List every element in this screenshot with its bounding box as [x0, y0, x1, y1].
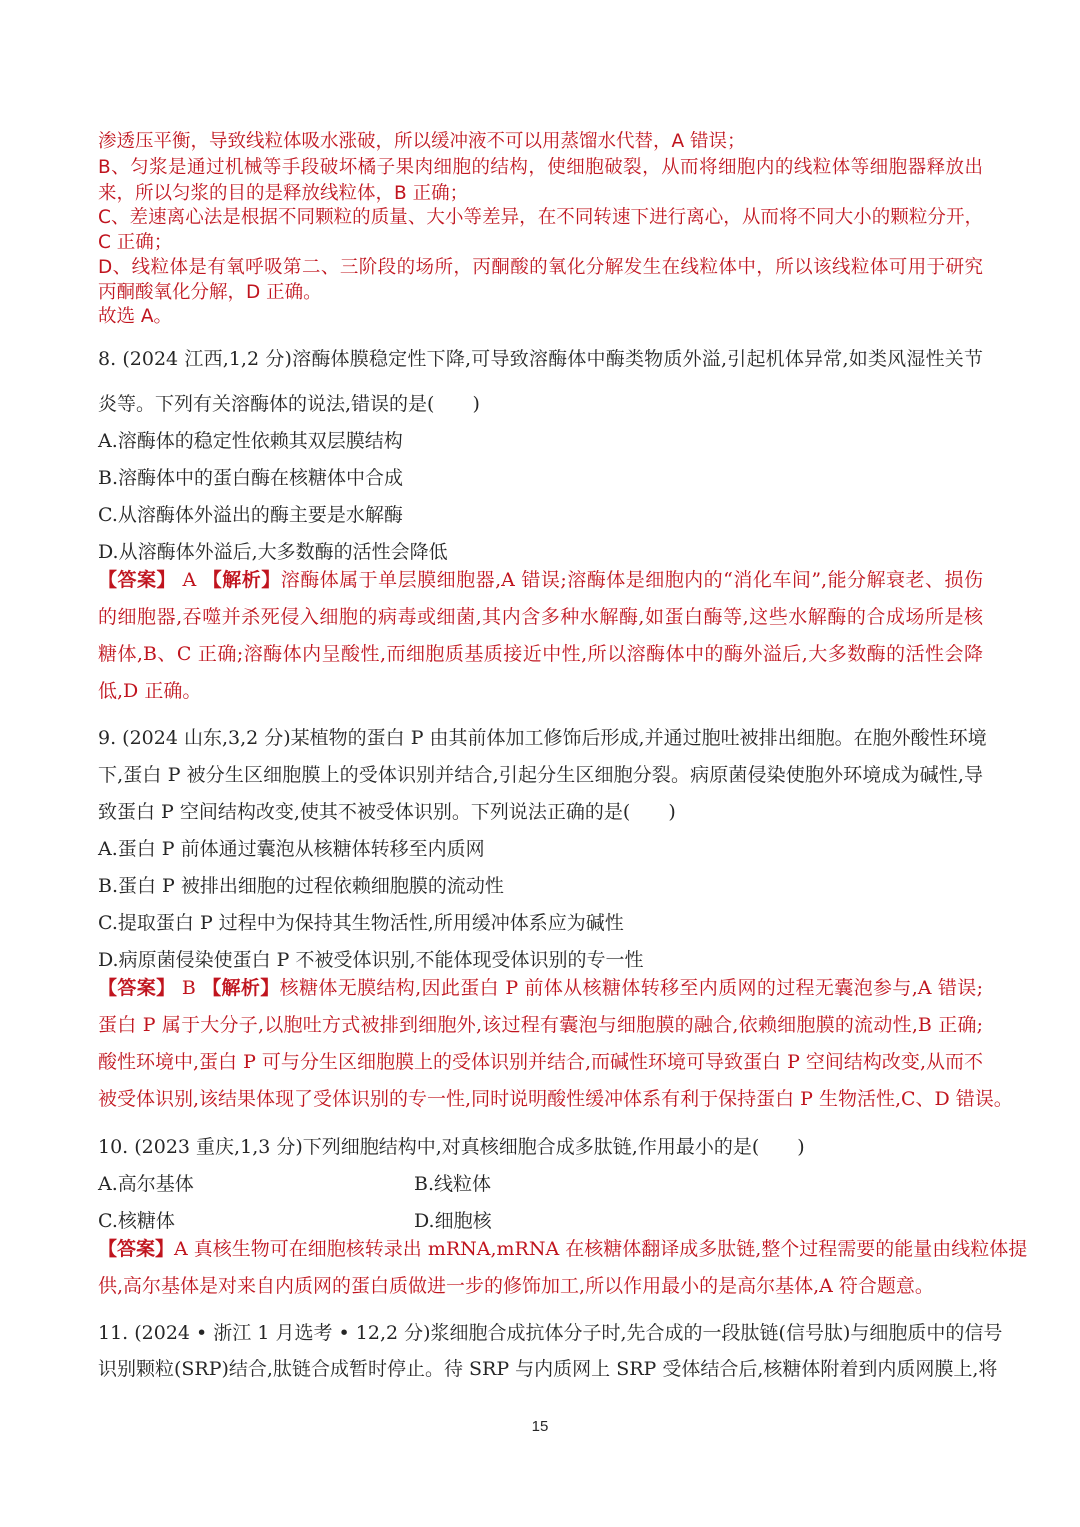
answer-analysis-line	[98, 975, 983, 1001]
analysis-line: 低,D 正确。	[98, 680, 202, 702]
prev-answer-line: B、匀浆是通过机械等手段破坏橘子果肉细胞的结构，使细胞破裂，从而将细胞内的线粒体等细胞器释放出	[98, 157, 983, 178]
option-c: C.核糖体	[98, 1210, 175, 1232]
analysis-text: 溶酶体属于单层膜细胞器,A 错误;溶酶体是细胞内的“消化车间”,能分解衰老、损伤	[280, 569, 983, 591]
answer-label: 【答案】	[98, 569, 176, 591]
option-c: C.从溶酶体外溢出的酶主要是水解酶	[98, 504, 403, 526]
option-d: D.细胞核	[414, 1210, 492, 1232]
prev-answer-line: 故选 A。	[98, 306, 173, 327]
question-stem: 炎等。下列有关溶酶体的说法,错误的是( )	[98, 393, 480, 415]
prev-answer-line: 渗透压平衡，导致线粒体吸水涨破，所以缓冲液不可以用蒸馏水代替，A 错误；	[98, 131, 746, 152]
answer-value: A	[175, 569, 203, 591]
option-a: A.溶酶体的稳定性依赖其双层膜结构	[98, 430, 403, 452]
analysis-line: 供,高尔基体是对来自内质网的蛋白质做进一步的修饰加工,所以作用最小的是高尔基体,A 符合题意。	[98, 1275, 934, 1297]
question-stem: 致蛋白 P 空间结构改变,使其不被受体识别。下列说法正确的是( )	[98, 801, 676, 823]
option-a: A.蛋白 P 前体通过囊泡从核糖体转移至内质网	[98, 838, 485, 860]
answer-analysis-line	[98, 1236, 1028, 1262]
answer-label: 【答案】	[98, 1238, 175, 1260]
analysis-line: 被受体识别,该结果体现了受体识别的专一性,同时说明酸性缓冲体系有利于保持蛋白 P 生物活性,C、D 错误。	[98, 1088, 1013, 1110]
answer-value: B	[175, 977, 203, 999]
option-row	[98, 1171, 983, 1197]
option-b: B.蛋白 P 被排出细胞的过程依赖细胞膜的流动性	[98, 875, 504, 897]
question-stem: 识别颗粒(SRP)结合,肽链合成暂时停止。待 SRP 与内质网上 SRP 受体结合后,核糖体附着到内质网膜上,将	[98, 1358, 998, 1380]
analysis-line: 糖体,B、C 正确;溶酶体内呈酸性,而细胞质基质接近中性,所以溶酶体中的酶外溢后,大多数酶的活性会降	[98, 643, 983, 665]
analysis-label: 【解析】	[202, 977, 280, 999]
question-stem: 10. (2023 重庆,1,3 分)下列细胞结构中,对真核细胞合成多肽链,作用最小的是( )	[98, 1136, 805, 1158]
question-stem: 8. (2024 江西,1,2 分)溶酶体膜稳定性下降,可导致溶酶体中酶类物质外溢,引起机体异常,如类风湿性关节	[98, 348, 983, 370]
question-stem: 9. (2024 山东,3,2 分)某植物的蛋白 P 由其前体加工修饰后形成,并通过胞吐被排出细胞。在胞外酸性环境	[98, 727, 987, 749]
option-d: D.病原菌侵染使蛋白 P 不被受体识别,不能体现受体识别的专一性	[98, 949, 644, 971]
analysis-label: 【解析】	[202, 569, 281, 591]
prev-answer-line: 丙酮酸氧化分解，D 正确。	[98, 282, 322, 303]
analysis-line: 酸性环境中,蛋白 P 可与分生区细胞膜上的受体识别并结合,而碱性环境可导致蛋白 P 空间结构改变,从而不	[98, 1051, 983, 1073]
analysis-text: 核糖体无膜结构,因此蛋白 P 前体从核糖体转移至内质网的过程无囊泡参与,A 错误;	[279, 977, 983, 999]
option-row	[98, 1208, 983, 1234]
page-number: 15	[531, 1418, 549, 1435]
analysis-text: A 真核生物可在细胞核转录出 mRNA,mRNA 在核糖体翻译成多肽链,整个过程需要的能量由线粒体提	[174, 1238, 1028, 1260]
question-stem: 11. (2024 • 浙江 1 月选考 • 12,2 分)浆细胞合成抗体分子时,先合成的一段肽链(信号肽)与细胞质中的信号	[98, 1322, 1003, 1344]
prev-answer-line: C 正确；	[98, 232, 173, 253]
prev-answer-line: C、差速离心法是根据不同颗粒的质量、大小等差异，在不同转速下进行离心，从而将不同大小的颗粒分开，	[98, 207, 983, 228]
option-a: A.高尔基体	[98, 1173, 194, 1195]
option-d: D.从溶酶体外溢后,大多数酶的活性会降低	[98, 541, 448, 563]
prev-answer-line: D、线粒体是有氧呼吸第二、三阶段的场所，丙酮酸的氧化分解发生在线粒体中，所以该线粒体可用于研究	[98, 257, 983, 278]
prev-answer-line: 来，所以匀浆的目的是释放线粒体，B 正确；	[98, 183, 469, 204]
option-b: B.线粒体	[414, 1173, 492, 1195]
option-c: C.提取蛋白 P 过程中为保持其生物活性,所用缓冲体系应为碱性	[98, 912, 624, 934]
option-b: B.溶酶体中的蛋白酶在核糖体中合成	[98, 467, 404, 489]
question-stem: 下,蛋白 P 被分生区细胞膜上的受体识别并结合,引起分生区细胞分裂。病原菌侵染使胞外环境成为碱性,导	[98, 764, 983, 786]
analysis-line: 蛋白 P 属于大分子,以胞吐方式被排到细胞外,该过程有囊泡与细胞膜的融合,依赖细胞膜的流动性,B 正确;	[98, 1014, 983, 1036]
answer-label: 【答案】	[98, 977, 176, 999]
answer-analysis-line	[98, 567, 983, 593]
analysis-line: 的细胞器,吞噬并杀死侵入细胞的病毒或细菌,其内含多种水解酶,如蛋白酶等,这些水解酶的合成场所是核	[98, 606, 983, 628]
